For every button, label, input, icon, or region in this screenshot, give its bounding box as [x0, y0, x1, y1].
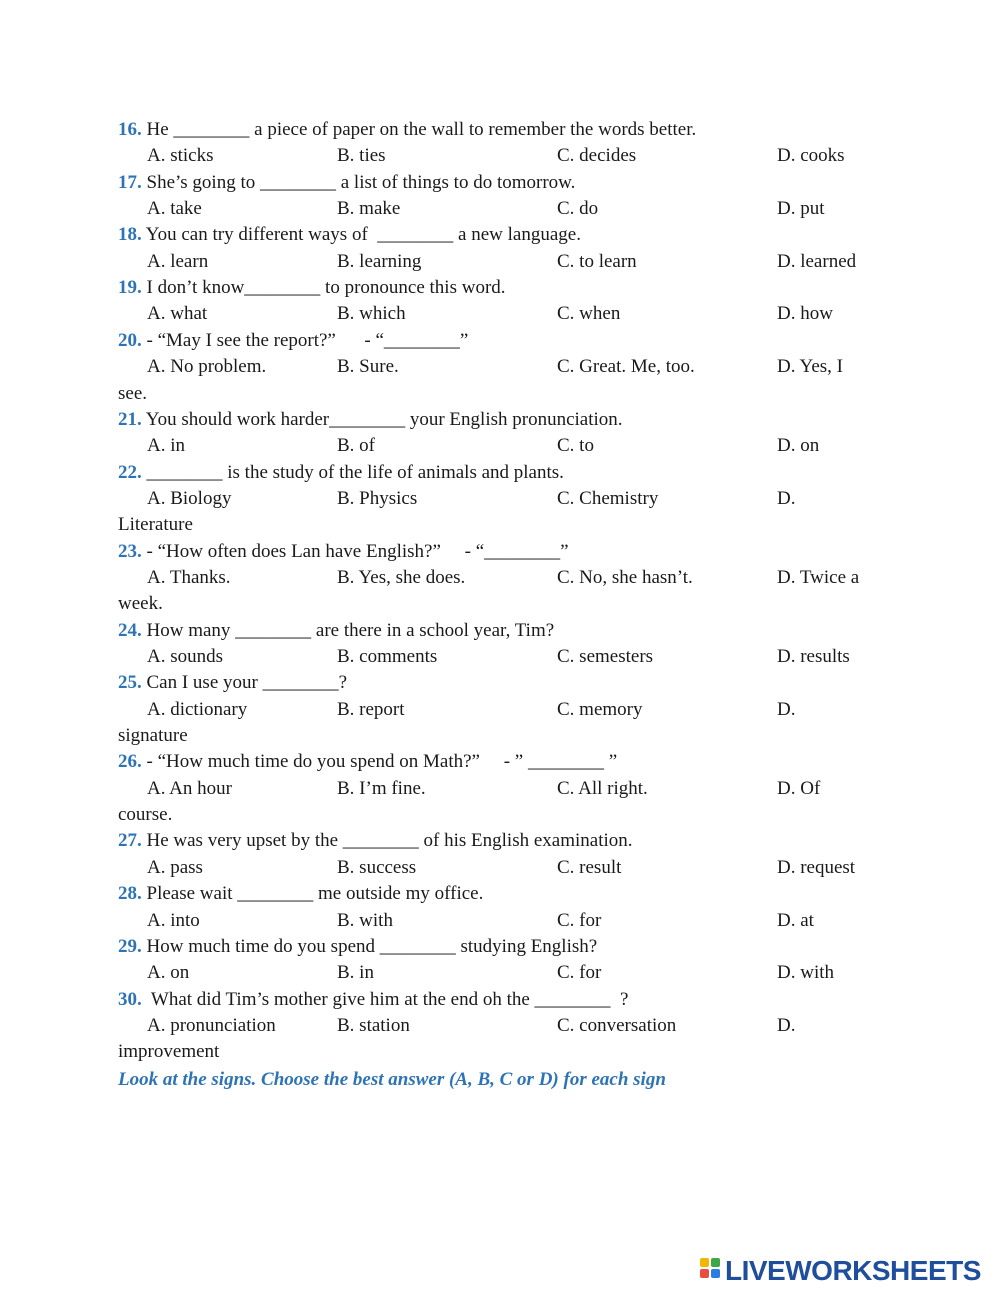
- answer-option[interactable]: B. Sure.: [337, 356, 399, 378]
- question-text: He ________ a piece of paper on the wall to remember the words better.: [141, 119, 697, 140]
- section-instruction: Look at the signs. Choose the best answer (A, B, C or D) for each sign: [118, 1069, 666, 1090]
- question-text: He was very upset by the ________ of his English examination.: [141, 830, 633, 852]
- answer-option[interactable]: B. I’m fine.: [337, 777, 426, 799]
- question-number: 18.: [118, 224, 142, 246]
- question-stem: [118, 462, 564, 484]
- question-number: 21.: [118, 408, 142, 430]
- answer-option[interactable]: B. success: [337, 856, 417, 878]
- answer-option[interactable]: B. comments: [337, 646, 438, 667]
- answer-option[interactable]: C. memory: [557, 698, 643, 720]
- question-stem: [118, 224, 581, 246]
- answer-option[interactable]: B. report: [337, 698, 405, 720]
- answer-option[interactable]: A. Thanks.: [147, 566, 231, 588]
- logo-mark-square-2: [711, 1258, 720, 1267]
- question-text: Please wait ________ me outside my office.: [141, 883, 484, 905]
- answer-option[interactable]: A. in: [147, 435, 185, 457]
- question-stem: [118, 541, 569, 563]
- answer-option[interactable]: D. with: [777, 962, 834, 984]
- answer-option[interactable]: C. do: [557, 198, 599, 220]
- answer-option[interactable]: D. Of: [777, 777, 821, 799]
- question-text: You can try different ways of ________ a new language.: [141, 224, 581, 246]
- question-stem: [118, 119, 696, 141]
- answer-option[interactable]: A. learn: [147, 250, 209, 272]
- question-number: 30.: [118, 988, 142, 1010]
- answer-option[interactable]: C. Chemistry: [557, 487, 659, 509]
- answer-option[interactable]: B. station: [337, 1014, 410, 1036]
- question-number: 16.: [118, 119, 142, 140]
- liveworksheets-logo-icon: [700, 1258, 722, 1284]
- question-number: 17.: [118, 171, 142, 193]
- logo-mark-square-4: [711, 1269, 720, 1278]
- answer-option[interactable]: D.: [777, 1014, 796, 1036]
- question-stem: [118, 830, 633, 852]
- answer-option[interactable]: C. to learn: [557, 250, 637, 272]
- answer-option[interactable]: D. Twice a: [777, 566, 860, 588]
- liveworksheets-logo[interactable]: [700, 1255, 981, 1286]
- answer-option[interactable]: C. conversation: [557, 1014, 677, 1036]
- answer-option-continuation: course.: [118, 804, 173, 826]
- question-stem: [118, 620, 554, 642]
- question-number: 22.: [118, 461, 142, 483]
- answer-option-continuation: signature: [118, 725, 188, 747]
- answer-option[interactable]: D.: [777, 698, 796, 720]
- answer-option[interactable]: C. decides: [557, 145, 637, 167]
- answer-option[interactable]: A. into: [147, 909, 200, 931]
- question-text: You should work harder________ your English pronunciation.: [141, 408, 623, 430]
- question-number: 28.: [118, 883, 142, 905]
- answer-option[interactable]: B. which: [337, 303, 406, 325]
- question-text: She’s going to ________ a list of things to do tomorrow.: [141, 171, 576, 193]
- answer-option[interactable]: D. at: [777, 909, 814, 931]
- question-stem: [118, 751, 617, 773]
- answer-option[interactable]: A. what: [147, 303, 208, 325]
- answer-option[interactable]: B. make: [337, 198, 401, 220]
- answer-option[interactable]: B. Yes, she does.: [337, 566, 466, 588]
- answer-option[interactable]: D. Yes, I: [777, 356, 843, 378]
- question-text: How much time do you spend ________ studying English?: [141, 935, 598, 957]
- answer-option[interactable]: A. sounds: [147, 646, 224, 667]
- question-stem: [118, 989, 629, 1011]
- answer-option[interactable]: A. No problem.: [147, 356, 267, 378]
- answer-option[interactable]: C. All right.: [557, 777, 648, 799]
- question-number: 19.: [118, 277, 142, 299]
- answer-option[interactable]: C. to: [557, 435, 594, 457]
- question-text: ________ is the study of the life of animals and plants.: [141, 461, 564, 483]
- question-stem: [118, 883, 483, 905]
- question-text: I don’t know________ to pronounce this word.: [141, 277, 506, 299]
- question-text: - “May I see the report?” - “________”: [141, 329, 469, 351]
- question-stem: [118, 409, 623, 431]
- question-text: How many ________ are there in a school year, Tim?: [141, 619, 555, 641]
- answer-option[interactable]: B. learning: [337, 250, 422, 272]
- question-number: 29.: [118, 935, 142, 957]
- question-text: - “How often does Lan have English?” - “________”: [141, 540, 569, 562]
- answer-option[interactable]: C. No, she hasn’t.: [557, 566, 693, 588]
- question-text: - “How much time do you spend on Math?” - ” ________ ”: [141, 751, 618, 773]
- answer-option[interactable]: B. in: [337, 962, 374, 984]
- answer-option[interactable]: A. take: [147, 198, 202, 220]
- question-text: What did Tim’s mother give him at the end oh the ________ ?: [141, 988, 629, 1010]
- answer-option[interactable]: B. ties: [337, 145, 386, 167]
- answer-option[interactable]: A. on: [147, 962, 190, 984]
- question-number: 26.: [118, 751, 142, 773]
- answer-option-continuation: week.: [118, 593, 163, 615]
- answer-option[interactable]: A. pass: [147, 856, 203, 878]
- answer-option[interactable]: D. cooks: [777, 145, 845, 167]
- answer-option[interactable]: C. Great. Me, too.: [557, 356, 695, 378]
- question-stem: [118, 172, 575, 194]
- answer-option[interactable]: D. on: [777, 435, 820, 457]
- answer-option[interactable]: D. put: [777, 198, 825, 220]
- question-stem: [118, 330, 468, 352]
- answer-option[interactable]: C. for: [557, 909, 602, 931]
- answer-option[interactable]: A. pronunciation: [147, 1014, 276, 1036]
- logo-text: LIVEWORKSHEETS: [725, 1255, 981, 1286]
- answer-option[interactable]: D. learned: [777, 250, 857, 272]
- answer-option[interactable]: D. how: [777, 303, 833, 325]
- answer-option[interactable]: C. result: [557, 856, 622, 878]
- question-text: Can I use your ________?: [141, 672, 348, 694]
- answer-option-continuation: Literature: [118, 514, 193, 536]
- question-stem: [118, 277, 506, 299]
- answer-option[interactable]: B. with: [337, 909, 393, 931]
- answer-option[interactable]: D.: [777, 487, 796, 509]
- question-number: 27.: [118, 830, 142, 852]
- answer-option[interactable]: A. Biology: [147, 487, 232, 509]
- answer-option[interactable]: B. Physics: [337, 487, 418, 509]
- answer-option[interactable]: C. semesters: [557, 646, 654, 667]
- answer-option-continuation: improvement: [118, 1041, 220, 1063]
- answer-option[interactable]: C. for: [557, 962, 602, 984]
- question-number: 24.: [118, 619, 142, 641]
- question-number: 23.: [118, 540, 142, 562]
- answer-option[interactable]: D. results: [777, 646, 850, 667]
- answer-option[interactable]: B. of: [337, 435, 375, 457]
- question-number: 20.: [118, 329, 142, 351]
- question-number: 25.: [118, 672, 142, 694]
- logo-mark-square-1: [700, 1258, 709, 1267]
- answer-option[interactable]: A. An hour: [147, 777, 232, 799]
- answer-option[interactable]: A. sticks: [147, 145, 214, 167]
- answer-option-continuation: see.: [118, 382, 148, 404]
- question-stem: [118, 672, 347, 694]
- answer-option[interactable]: C. when: [557, 303, 621, 325]
- question-stem: [118, 936, 597, 958]
- answer-option[interactable]: D. request: [777, 856, 856, 878]
- answer-option[interactable]: A. dictionary: [147, 698, 248, 720]
- logo-mark-square-3: [700, 1269, 709, 1278]
